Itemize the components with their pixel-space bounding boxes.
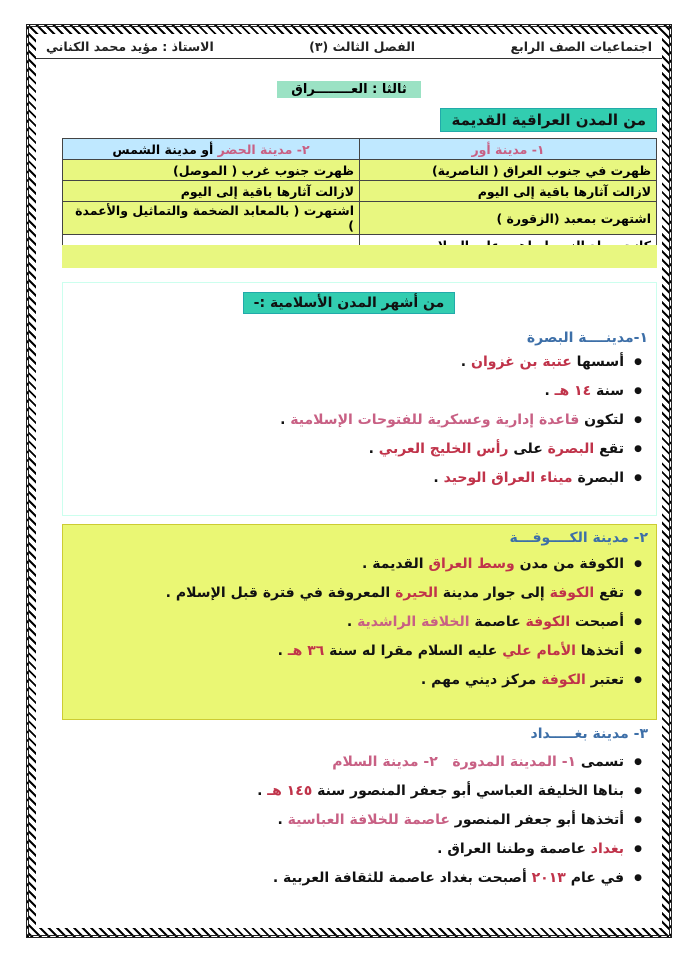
baghdad-fact xyxy=(56,835,624,864)
baghdad-fact xyxy=(56,864,624,893)
page-content xyxy=(36,34,662,928)
baghdad-fact xyxy=(56,806,624,835)
hatra-fact: اشتهرت ( بالمعابد الضخمة والتماثيل والأعمدة ) xyxy=(63,202,360,235)
fact-text: رأس الخليج العربي xyxy=(378,441,509,457)
kufa-fact xyxy=(56,666,624,695)
fact-text: إلى جوار مدينة xyxy=(437,585,550,601)
teacher-label: الاستاذ : مؤيد محمد الكناني xyxy=(46,38,214,54)
fact-text: . xyxy=(280,412,291,428)
fact-text: الكوفة من مدن xyxy=(514,556,624,572)
fact-text: البصرة xyxy=(547,441,595,457)
kufa-section xyxy=(56,530,648,695)
basra-section xyxy=(56,330,648,493)
kufa-fact xyxy=(56,579,624,608)
fact-text: الكوفة xyxy=(541,672,586,688)
fact-text: تسمى xyxy=(576,754,624,770)
basra-list xyxy=(56,348,648,493)
fact-text: أصبحت بغداد عاصمة للثقافة العربية . xyxy=(272,870,532,886)
ancient-cities-table xyxy=(62,138,657,256)
hatra-fact: ظهرت جنوب غرب ( الموصل) xyxy=(63,160,360,181)
fact-text: عليه السلام مقرا له سنة xyxy=(324,643,503,659)
ur-fact: ظهرت في جنوب العراق ( الناصرية) xyxy=(360,160,657,181)
fact-text: تقع xyxy=(594,585,624,601)
fact-text: . xyxy=(368,441,379,457)
fact-text: ١٤٥ هـ xyxy=(267,783,313,799)
fact-text: لتكون xyxy=(579,412,624,428)
fact-text: سنة xyxy=(591,383,624,399)
fact-text: عاصمة xyxy=(469,614,526,630)
basra-title: ١-مدينــــة البصرة xyxy=(526,330,648,346)
fact-text: عاصمة للخلافة العباسية xyxy=(287,812,450,828)
fact-text: القديمة . xyxy=(362,556,429,572)
baghdad-list xyxy=(56,748,648,893)
fact-text: أصبحت xyxy=(570,614,624,630)
fact-text: . xyxy=(277,643,288,659)
hatra-header: ٢- مدينة الحضر أو مدينة الشمس xyxy=(63,139,360,160)
basra-fact xyxy=(56,435,624,464)
page-border xyxy=(26,24,672,938)
fact-text: أتخذها أبو جعفر المنصور xyxy=(449,812,624,828)
ur-fact: لازالت آثارها باقية إلى اليوم xyxy=(360,181,657,202)
subject-label: اجتماعيات الصف الرابع xyxy=(510,38,652,54)
fact-text: المعروفة في فترة قبل الإسلام . xyxy=(165,585,396,601)
fact-text: عاصمة وطننا العراق . xyxy=(437,841,591,857)
kufa-fact xyxy=(56,637,624,666)
fact-text: ٣٦ هـ xyxy=(287,643,325,659)
fact-text: ١- المدينة المدورة ٢- مدينة السلام xyxy=(332,754,577,770)
fact-text: قاعدة إدارية وعسكرية للفتوحات الإسلامية xyxy=(290,412,580,428)
fact-text: الخلافة الراشدية xyxy=(357,614,470,630)
ur-fact: اشتهرت بمعبد (الزقورة ) xyxy=(360,202,657,235)
fact-text: ١٤ هـ xyxy=(554,383,592,399)
baghdad-fact xyxy=(56,777,624,806)
basra-fact xyxy=(56,464,624,493)
fact-text: الكوفة xyxy=(549,585,595,601)
basra-fact xyxy=(56,377,624,406)
kufa-list xyxy=(56,550,648,695)
basra-fact xyxy=(56,406,624,435)
fact-text: تعتبر xyxy=(585,672,624,688)
fact-text: . xyxy=(544,383,555,399)
basra-fact xyxy=(56,348,624,377)
fact-text: . xyxy=(346,614,358,630)
hatra-fact: لازالت آثارها باقية إلى اليوم xyxy=(63,181,360,202)
fact-text: . xyxy=(460,354,471,370)
baghdad-fact xyxy=(56,748,624,777)
fact-text: الحيرة xyxy=(395,585,438,601)
baghdad-title: ٣- مدينة بغـــــداد xyxy=(530,726,648,742)
fact-text: الأمام علي xyxy=(502,643,576,659)
fact-text: أسسها xyxy=(571,354,624,370)
fact-text: تقع xyxy=(594,441,624,457)
page-header xyxy=(36,34,662,59)
fact-text: عتبة بن غزوان xyxy=(471,354,572,370)
fact-text: ميناء العراق الوحيد xyxy=(443,470,573,486)
fact-text: . xyxy=(433,470,444,486)
fact-text: ٢٠١٣ xyxy=(531,870,566,886)
fact-text: بغداد xyxy=(590,841,624,857)
fact-text: الكوفة xyxy=(525,614,571,630)
fact-text: . xyxy=(257,783,268,799)
fact-text: وسط العراق xyxy=(428,556,515,572)
fact-text: أتخذها xyxy=(575,643,624,659)
kufa-fact xyxy=(56,608,624,637)
chapter-label: الفصل الثالث (٣) xyxy=(309,38,416,54)
fact-text: بناها الخليفة العباسي أبو جعفر المنصور سنة xyxy=(312,783,624,799)
fact-text: في عام xyxy=(565,870,624,886)
kufa-title: ٢- مدينة الكــــوفـــة xyxy=(509,530,648,546)
ur-header: ١- مدينة أور xyxy=(360,139,657,160)
islamic-cities-title: من أشهر المدن الأسلامية :- xyxy=(243,292,456,314)
baghdad-section xyxy=(56,726,648,893)
fact-text: على xyxy=(508,441,548,457)
kufa-fact xyxy=(56,550,624,579)
ancient-cities-title: من المدن العراقية القديمة xyxy=(440,108,657,132)
section-title: ثالثا : العــــــــراق xyxy=(277,81,420,98)
fact-text: مركز ديني مهم . xyxy=(420,672,542,688)
table-footer-strip xyxy=(62,245,657,268)
fact-text: . xyxy=(277,812,288,828)
fact-text: البصرة xyxy=(572,470,624,486)
